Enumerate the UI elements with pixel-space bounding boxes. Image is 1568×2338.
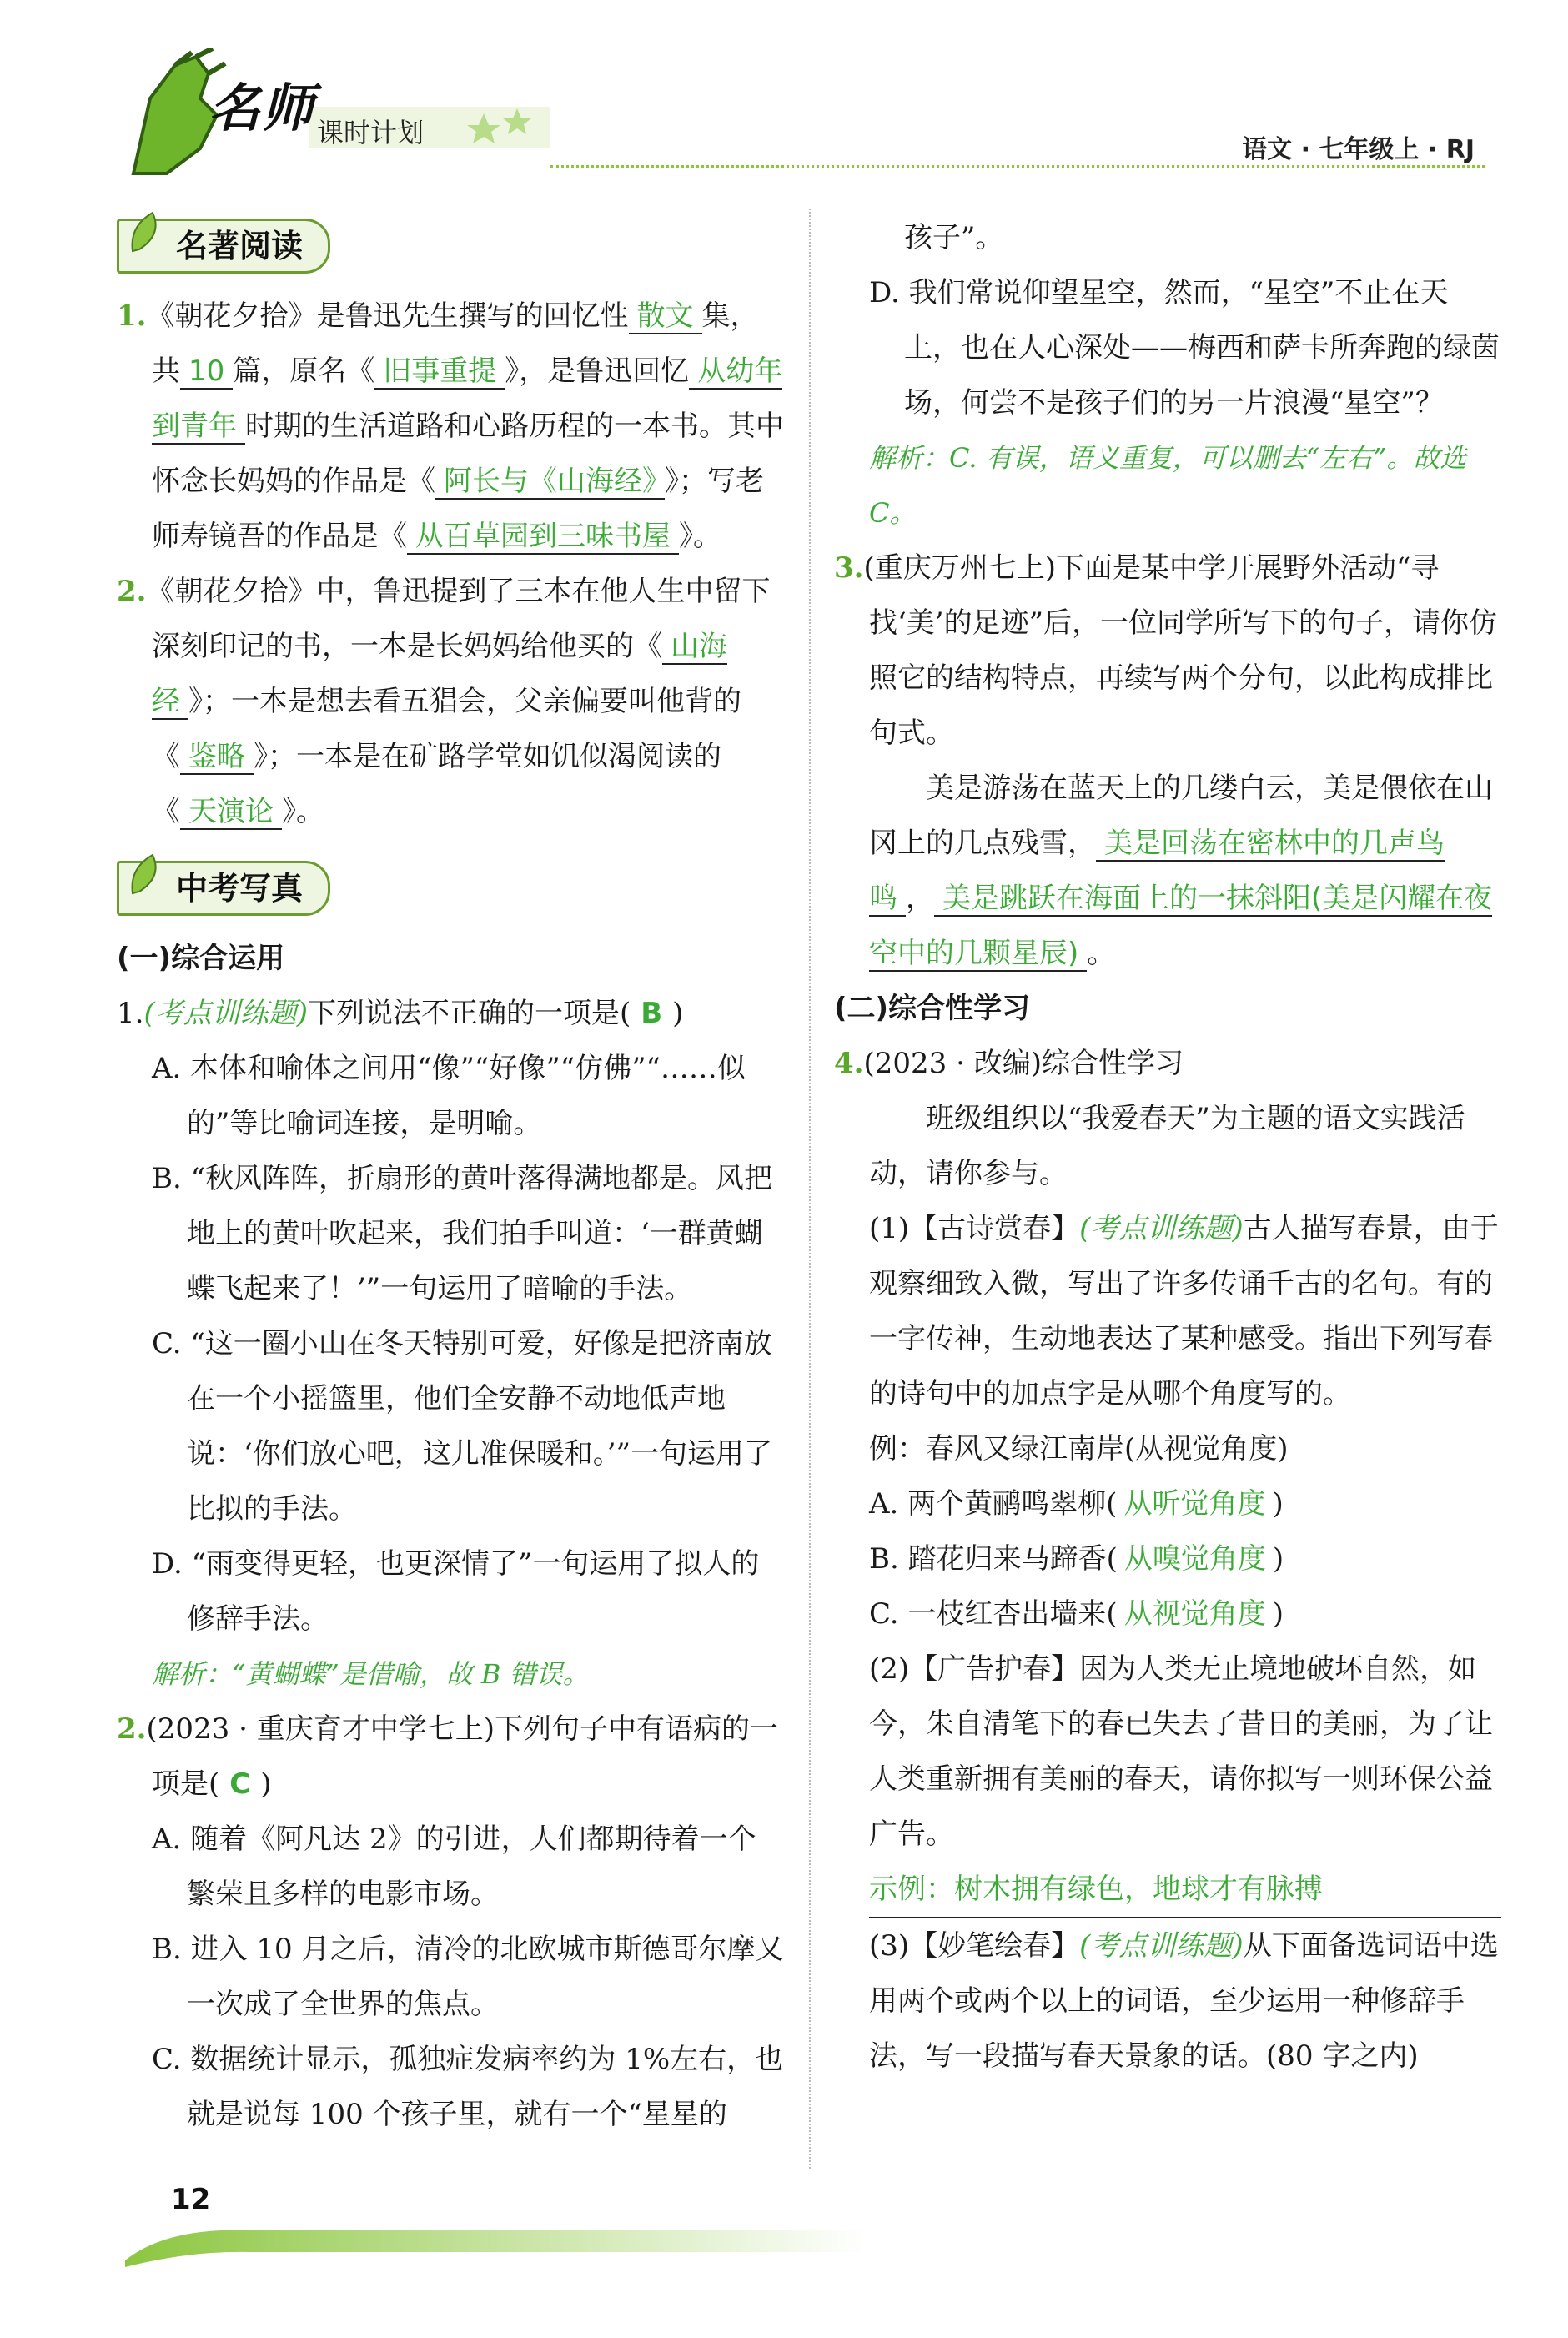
question-text: 》。 — [282, 795, 324, 828]
question-source: (2023 · 重庆育才中学七上) — [146, 1712, 495, 1746]
question-number: 3. — [834, 551, 864, 585]
logo-text: 名师 — [209, 78, 316, 138]
option-c: C. “这一圈小山在冬天特别可爱，好像是把济南放在一个小摇篮里，他们全安静不动地低声地说：‘你们放心吧，这儿准保暖和。’”一句运用了比拟的手法。 — [152, 1327, 772, 1526]
question-text: 《朝花夕拾》是鲁迅先生撰写的回忆性 — [146, 299, 629, 333]
question-text: ， — [906, 882, 934, 915]
question-4-intro: 班级组织以“我爱春天”为主题的语文实践活动，请你参与。 — [869, 1102, 1465, 1190]
question-text: 《朝花夕拾》中，鲁迅提到了三本在他人生中留下深刻印记的书，一本是长妈妈给他买的《 — [146, 575, 771, 663]
question-3-answer — [834, 761, 1501, 981]
part-label: (3)【妙笔绘春】 — [869, 1929, 1080, 1963]
part-2 — [834, 1642, 1501, 1862]
left-column — [117, 210, 784, 2142]
item-b — [834, 1531, 1501, 1586]
answer-blank: 鉴略 — [180, 740, 254, 775]
subsection-title: (二)综合性学习 — [834, 992, 1031, 1025]
part-2-answer-line — [834, 1862, 1501, 1918]
section-title-text: 名著阅读 — [176, 228, 304, 264]
question-stem: 下面是某中学开展野外活动“寻找‘美’的足迹”后，一位同学所写下的句子，请你仿照它的结构特点，再续写两个分句，以此构成排比句式。 — [869, 551, 1497, 750]
question-number: 1. — [117, 997, 144, 1030]
subsection-title: (一)综合运用 — [117, 942, 285, 975]
item-c — [834, 1586, 1501, 1642]
mc-question-2 — [117, 1702, 784, 1812]
part-1 — [834, 1201, 1501, 1421]
answer-blank: 美是跳跃在海面上的一抹斜阳(美是闪耀在夜空中的几颗星辰) — [869, 882, 1493, 970]
question-text: 篇，原名《 — [233, 354, 375, 388]
question-text: 》；一本是想去看五猖会，父亲偏要叫他背的《 — [152, 685, 741, 773]
answer-blank: 10 — [180, 354, 233, 390]
item-text: B. 踏花归来马蹄香( — [869, 1542, 1118, 1576]
analysis: 解析：“黄蝴蝶”是借喻，故 B 错误。 — [152, 1658, 590, 1690]
option-d: D. 我们常说仰望星空，然而，“星空”不止在天上，也在人心深处——梅西和萨卡所奔跑的绿茵场，何尝不是孩子们的另一片浪漫“星空”？ — [869, 276, 1500, 420]
item-text: ) — [1272, 1597, 1284, 1631]
answer-blank: 山海经 — [152, 630, 727, 718]
header-plan-label: 课时计划 — [317, 117, 425, 148]
question-text: 》；一本是在矿路学堂如饥似渴阅读的《 — [152, 740, 721, 828]
question-text: ) — [260, 1767, 272, 1801]
item-text: ) — [1272, 1542, 1284, 1576]
question-source: (重庆万州七上) — [863, 551, 1057, 585]
answer-blank: 美是回荡在密林中的几声鸟鸣 — [869, 827, 1445, 915]
question-text: 》。 — [679, 520, 721, 553]
question-text: ) — [672, 997, 684, 1030]
question-text: 。 — [1087, 937, 1116, 970]
answer-blank: 旧事重提 — [374, 354, 505, 390]
item-text: C. 一枝红杏出墙来( — [869, 1597, 1118, 1631]
question-number: 2. — [117, 1712, 147, 1746]
given-sentence: 美是游荡在蓝天上的几缕白云，美是偎依在山冈上的几点残雪， — [869, 772, 1493, 860]
section-title-text: 中考写真 — [176, 870, 304, 907]
item-a — [834, 1476, 1501, 1531]
question-4 — [834, 1036, 1501, 1091]
answer-blank: 散文 — [629, 299, 702, 334]
page-number: 12 — [171, 2183, 211, 2216]
item-answer: 从听觉角度 — [1123, 1487, 1266, 1521]
question-number: 1. — [117, 299, 147, 333]
question-source: (2023 · 改编) — [863, 1047, 1042, 1080]
question-2 — [117, 564, 784, 839]
option-b: B. 进入 10 月之后，清冷的北欧城市斯德哥尔摩又一次成了全世界的焦点。 — [152, 1933, 784, 2021]
header-subject: 语文 · 七年级上 · RJ — [1242, 135, 1475, 164]
answer-blank: 从百草园到三味书屋 — [407, 520, 679, 555]
answer-choice: B — [641, 997, 663, 1030]
item-text: ) — [1272, 1487, 1284, 1521]
question-text: 》，是鲁迅回忆 — [505, 354, 690, 388]
answer-blank: 天演论 — [180, 795, 282, 830]
option-c: C. 数据统计显示，孤独症发病率约为 1%左右，也就是说每 100 个孩子里，就有一个“星星的 — [152, 2043, 784, 2131]
option-b: B. “秋风阵阵，折扇形的黄叶落得满地都是。风把地上的黄叶吹起来，我们拍手叫道：‘一群黄蝴蝶飞起来了！’”一句运用了暗喻的手法。 — [152, 1162, 772, 1305]
item-answer: 从视觉角度 — [1123, 1597, 1266, 1631]
option-c-continued: 孩子”。 — [904, 221, 1004, 254]
question-stem: 下列句子中有语病的一项是( — [152, 1712, 778, 1801]
question-number: 2. — [117, 575, 147, 608]
answer-blank: 阿长与《山海经》 — [435, 465, 665, 500]
question-1 — [117, 289, 784, 564]
header-divider — [550, 165, 1485, 168]
question-tag: (考点训练题) — [1079, 1929, 1244, 1963]
part-2-answer: 示例：树木拥有绿色，地球才有脉搏 — [869, 1862, 1501, 1918]
question-tag: (考点训练题) — [1079, 1212, 1244, 1245]
part-text: 因为人类无止境地破坏自然，如今，朱自清笔下的春已失去了昔日的美丽，为了让人类重新拥有美丽的春天，请你拟写一则环保公益广告。 — [869, 1652, 1493, 1851]
column-divider — [809, 209, 811, 2169]
section-title-classics — [117, 219, 330, 274]
question-text: 》；写老师寿镜吾的作品是《 — [152, 465, 764, 553]
item-text: A. 两个黄鹂鸣翠柳( — [869, 1487, 1118, 1521]
leaf-icon — [128, 852, 164, 897]
question-number: 4. — [834, 1047, 864, 1080]
analysis: 解析：C. 有误，语义重复，可以删去“左右”。故选 C。 — [869, 442, 1467, 529]
item-answer: 从嗅觉角度 — [1123, 1542, 1266, 1576]
question-3 — [834, 541, 1501, 761]
question-text: 集，共 — [152, 299, 759, 388]
answer-choice: C — [229, 1767, 251, 1801]
option-a: A. 随着《阿凡达 2》的引进，人们都期待着一个繁荣且多样的电影市场。 — [152, 1823, 756, 1911]
question-text: 时期的生活道路和心路历程的一本书。其中怀念长妈妈的作品是《 — [152, 410, 784, 498]
section-title-exam — [117, 861, 330, 916]
part-text: 从下面备选词语中选用两个或两个以上的词语，至少运用一种修辞手法，写一段描写春天景象的话。(80 字之内) — [869, 1929, 1499, 2073]
leaf-icon — [128, 209, 164, 254]
part-label: (1)【古诗赏春】 — [869, 1212, 1080, 1245]
right-column — [834, 210, 1501, 2084]
example-line: 例：春风又绿江南岸(从视觉角度) — [869, 1432, 1289, 1466]
option-a: A. 本体和喻体之间用“像”“好像”“仿佛”“……似的”等比喻词连接，是明喻。 — [152, 1052, 746, 1140]
footer-swoosh — [117, 2219, 867, 2269]
part-label: (2)【广告护春】 — [869, 1652, 1080, 1686]
answer-blank: 从幼年到青年 — [152, 354, 783, 443]
option-d: D. “雨变得更轻，也更深情了”一句运用了拟人的修辞手法。 — [152, 1547, 760, 1636]
part-text: 古人描写春景，由于观察细致入微，写出了许多传诵千古的名句。有的一字传神，生动地表达了某种感受。指出下列写春的诗句中的加点字是从哪个角度写的。 — [869, 1212, 1499, 1410]
mc-question-1 — [117, 986, 784, 1041]
question-title: 综合性学习 — [1041, 1047, 1184, 1080]
question-stem: 下列说法不正确的一项是( — [307, 997, 631, 1030]
question-tag: (考点训练题) — [143, 997, 308, 1030]
part-3 — [834, 1918, 1501, 2084]
